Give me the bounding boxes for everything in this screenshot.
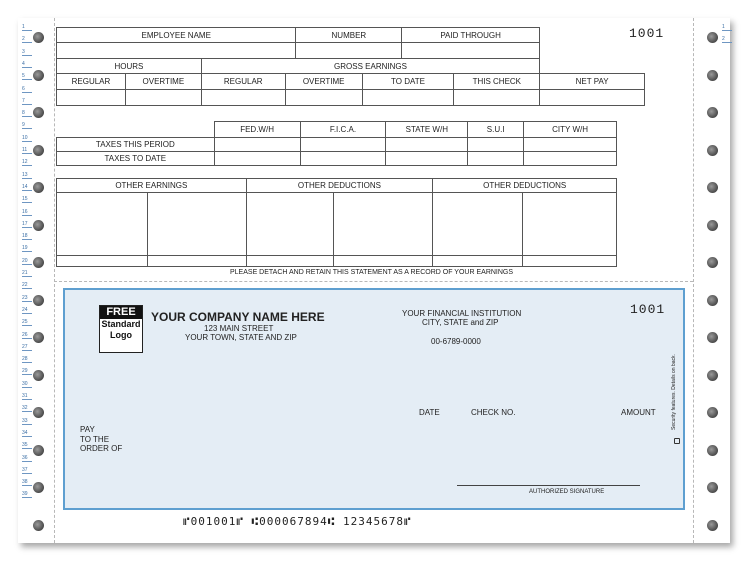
tractor-hole — [33, 407, 44, 418]
line-number: 2 — [722, 36, 732, 43]
paid-through-value — [402, 43, 540, 59]
taxes-grid — [56, 121, 617, 166]
right-perforation — [693, 18, 694, 543]
line-number: 8 — [22, 110, 32, 117]
tractor-hole — [33, 257, 44, 268]
bank-name: YOUR FINANCIAL INSTITUTION — [402, 309, 522, 318]
gross-regular-header: REGULAR — [201, 74, 285, 90]
line-number: 29 — [22, 368, 32, 375]
bank-city: CITY, STATE and ZIP — [422, 318, 499, 327]
line-number: 39 — [22, 491, 32, 498]
line-number: 17 — [22, 221, 32, 228]
line-number: 35 — [22, 442, 32, 449]
tractor-hole — [33, 295, 44, 306]
employee-name-value — [57, 43, 296, 59]
logo-free-text: FREE — [100, 306, 142, 319]
micr-line: ⑈001001⑈ ⑆000067894⑆ 12345678⑈ — [183, 515, 412, 528]
detach-perforation — [54, 281, 693, 282]
stub-check-number: 1001 — [629, 26, 665, 41]
line-number: 10 — [22, 135, 32, 142]
padlock-icon — [674, 438, 680, 444]
line-number: 13 — [22, 172, 32, 179]
company-logo — [99, 305, 143, 353]
tractor-hole — [33, 220, 44, 231]
other-earnings-deductions-grid — [56, 178, 617, 267]
employee-info-grid — [56, 27, 540, 59]
tractor-hole — [707, 145, 718, 156]
signature-label: AUTHORIZED SIGNATURE — [529, 489, 605, 495]
line-number: 1 — [722, 24, 732, 31]
line-number: 33 — [22, 418, 32, 425]
tractor-hole — [33, 445, 44, 456]
line-number: 31 — [22, 393, 32, 400]
company-street: 123 MAIN STREET — [204, 324, 274, 333]
line-number: 5 — [22, 73, 32, 80]
to-date-header: TO DATE — [362, 74, 454, 90]
this-check-header: THIS CHECK — [454, 74, 540, 90]
tractor-hole — [707, 332, 718, 343]
logo-standard-text: Standard — [101, 319, 141, 329]
line-number: 25 — [22, 319, 32, 326]
line-number: 22 — [22, 282, 32, 289]
tractor-hole — [33, 520, 44, 531]
tractor-hole — [33, 332, 44, 343]
employee-name-header: EMPLOYEE NAME — [57, 28, 296, 43]
line-number: 28 — [22, 356, 32, 363]
line-number: 36 — [22, 455, 32, 462]
line-number: 20 — [22, 258, 32, 265]
tractor-hole — [33, 145, 44, 156]
tractor-hole — [707, 220, 718, 231]
hours-header: HOURS — [57, 59, 202, 74]
security-note: Security features. Details on back. — [671, 354, 677, 430]
number-value — [296, 43, 402, 59]
check-no-label: CHECK NO. — [471, 408, 516, 417]
line-number: 16 — [22, 209, 32, 216]
line-number: 38 — [22, 479, 32, 486]
order-of-label: ORDER OF — [80, 444, 123, 453]
to-the-label: TO THE — [80, 435, 110, 444]
line-number: 19 — [22, 245, 32, 252]
fed-wh-header: FED.W/H — [214, 122, 300, 138]
tractor-hole — [707, 370, 718, 381]
number-header: NUMBER — [296, 28, 402, 43]
line-number: 24 — [22, 307, 32, 314]
tractor-hole — [707, 182, 718, 193]
tractor-hole — [33, 182, 44, 193]
tractor-hole — [707, 32, 718, 43]
tractor-hole — [33, 107, 44, 118]
line-number: 7 — [22, 98, 32, 105]
line-number: 3 — [22, 49, 32, 56]
line-number: 9 — [22, 122, 32, 129]
earnings-grid — [56, 58, 645, 106]
line-number: 37 — [22, 467, 32, 474]
line-number: 18 — [22, 233, 32, 240]
line-number: 23 — [22, 295, 32, 302]
company-name: YOUR COMPANY NAME HERE — [151, 310, 325, 324]
state-wh-header: STATE W/H — [386, 122, 468, 138]
taxes-this-period-label: TAXES THIS PERIOD — [57, 138, 215, 152]
check-number: 1001 — [630, 302, 666, 317]
tractor-hole — [707, 295, 718, 306]
tractor-hole — [707, 107, 718, 118]
line-number: 27 — [22, 344, 32, 351]
line-number: 30 — [22, 381, 32, 388]
line-number: 21 — [22, 270, 32, 277]
check-body — [63, 288, 685, 510]
line-number: 34 — [22, 430, 32, 437]
fica-header: F.I.C.A. — [300, 122, 386, 138]
tractor-hole — [33, 482, 44, 493]
tractor-hole — [707, 70, 718, 81]
line-number: 6 — [22, 86, 32, 93]
line-number: 32 — [22, 405, 32, 412]
line-number: 14 — [22, 184, 32, 191]
paid-through-header: PAID THROUGH — [402, 28, 540, 43]
detach-notice: PLEASE DETACH AND RETAIN THIS STATEMENT AS A RECORD OF YOUR EARNINGS — [230, 269, 514, 276]
other-deductions-header-1: OTHER DEDUCTIONS — [246, 179, 433, 193]
line-number: 26 — [22, 332, 32, 339]
tractor-hole — [707, 482, 718, 493]
gross-overtime-header: OVERTIME — [285, 74, 362, 90]
taxes-to-date-label: TAXES TO DATE — [57, 152, 215, 166]
tractor-hole — [33, 370, 44, 381]
line-number: 15 — [22, 196, 32, 203]
tractor-hole — [707, 520, 718, 531]
tractor-hole — [33, 32, 44, 43]
signature-line — [457, 485, 640, 486]
other-deductions-header-2: OTHER DEDUCTIONS — [433, 179, 617, 193]
gross-earnings-header: GROSS EARNINGS — [201, 59, 539, 74]
sui-header: S.U.I — [468, 122, 524, 138]
net-pay-header: NET PAY — [540, 74, 645, 90]
tractor-hole — [707, 257, 718, 268]
other-earnings-header: OTHER EARNINGS — [57, 179, 247, 193]
tractor-hole — [33, 70, 44, 81]
tractor-hole — [707, 407, 718, 418]
line-number: 4 — [22, 61, 32, 68]
line-number: 12 — [22, 159, 32, 166]
routing-fraction: 00-6789-0000 — [431, 337, 481, 346]
line-number: 2 — [22, 36, 32, 43]
amount-label: AMOUNT — [621, 408, 656, 417]
line-number: 11 — [22, 147, 32, 154]
logo-logo-text: Logo — [110, 330, 132, 340]
hours-regular-header: REGULAR — [57, 74, 126, 90]
pay-label: PAY — [80, 425, 95, 434]
company-city: YOUR TOWN, STATE AND ZIP — [185, 333, 297, 342]
hours-overtime-header: OVERTIME — [125, 74, 201, 90]
tractor-hole — [707, 445, 718, 456]
city-wh-header: CITY W/H — [524, 122, 617, 138]
date-label: DATE — [419, 408, 440, 417]
line-number: 1 — [22, 24, 32, 31]
